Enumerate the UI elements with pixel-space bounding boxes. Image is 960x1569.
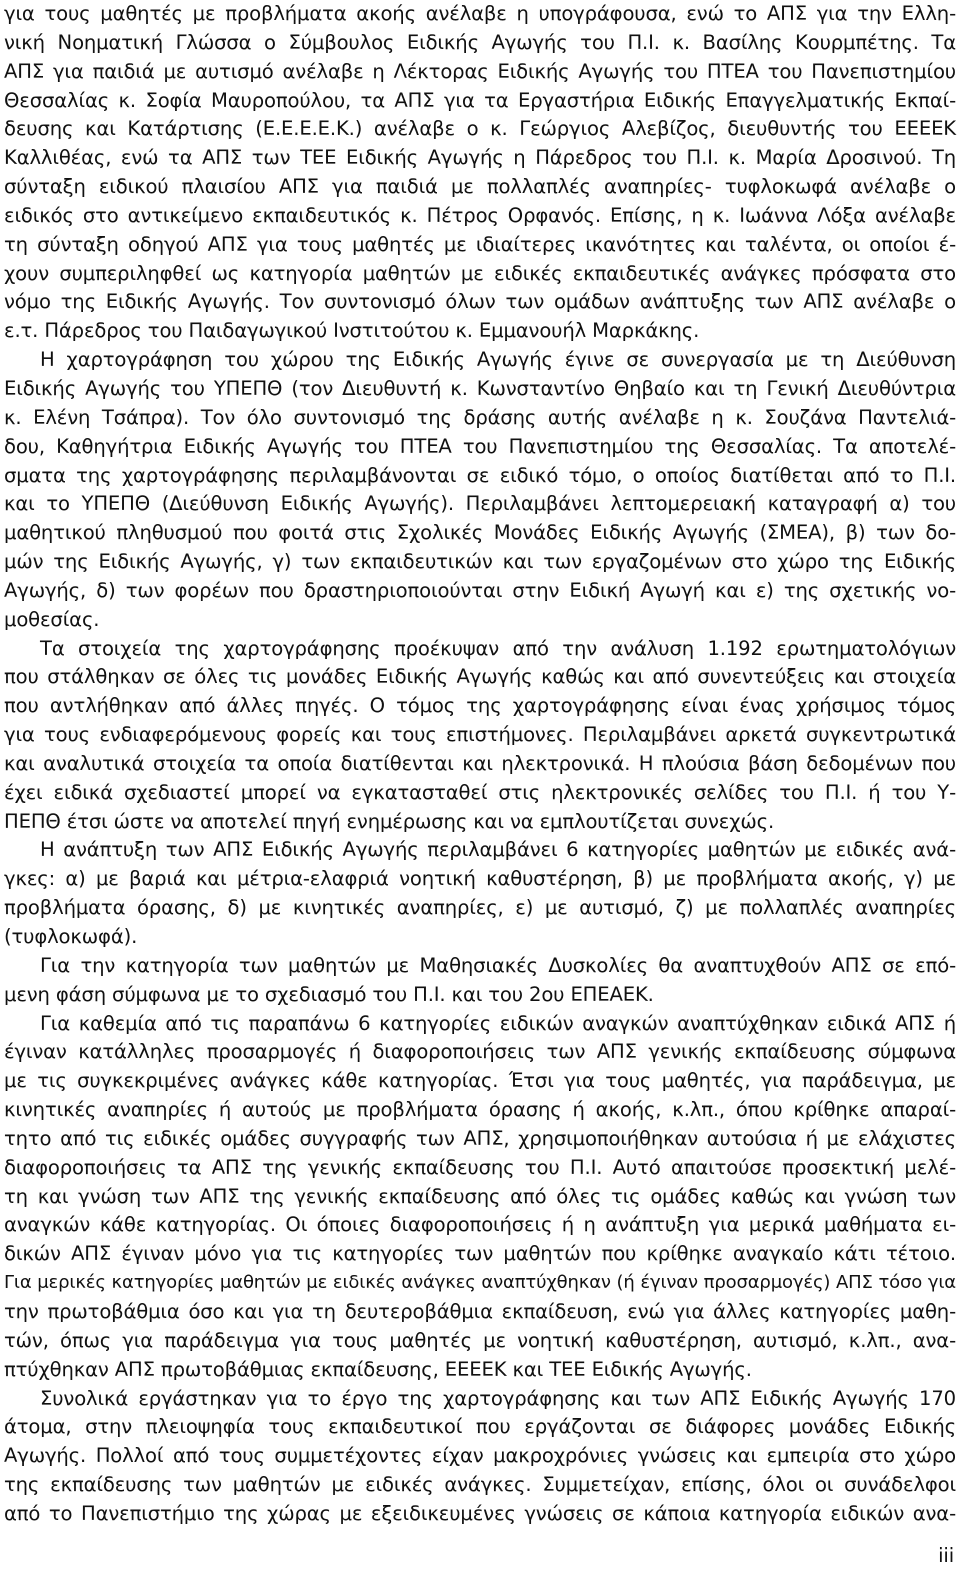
text-line: μών της Ειδικής Αγωγής, γ) των εκπαιδευτικών και των εργαζομένων στο χώρο της Ειδικής (4, 550, 956, 574)
text-line: τητο από τις ειδικές ομάδες συγγραφής των ΑΠΣ, χρησιμοποιήθηκαν αυτούσια ή με ελάχιστες (4, 1126, 956, 1150)
body-text (4, 0, 956, 1529)
text-line: που στάλθηκαν σε όλες τις μονάδες Ειδικής Αγωγής καθώς και από συνεντεύξεις και στοιχεία (4, 665, 956, 689)
text-line: έγιναν κατάλληλες προσαρμογές ή διαφοροποιήσεις των ΑΠΣ γενικής εκπαίδευσης σύμφωνα (4, 1040, 956, 1064)
text-line: νόμο της Ειδικής Αγωγής. Τον συντονισμό όλων των ομάδων ανάπτυξης των ΑΠΣ ανέλαβε ο (4, 290, 956, 314)
text-line: δου, Καθηγήτρια Ειδικής Αγωγής του ΠΤΕΑ του Πανεπιστημίου της Θεσσαλίας. Τα αποτελέ- (4, 434, 956, 458)
text-line: ε.τ. Πάρεδρος του Παιδαγωγικού Ινστιτούτου κ. Εμμανουήλ Μαρκάκης. (4, 319, 700, 343)
text-line: αναγκών κάθε κατηγορίας. Οι όποιες διαφοροποιήσεις ή η ανάπτυξη για μερικά μαθήματα ει- (4, 1213, 956, 1237)
text-line: σματα της χαρτογράφησης περιλαμβάνονται σε ειδικό τόμο, ο οποίος διατίθεται από το Π.Ι. (4, 463, 956, 487)
text-line: Αγωγής. Πολλοί από τους συμμετέχοντες είχαν μακροχρόνιες γνώσεις και εμπειρία στο χώρο (4, 1444, 956, 1468)
text-line: Συνολικά εργάστηκαν για το έργο της χαρτογράφησης και των ΑΠΣ Ειδικής Αγωγής 170 (40, 1386, 956, 1410)
text-line: Καλλιθέας, ενώ τα ΑΠΣ των ΤΕΕ Ειδικής Αγωγής η Πάρεδρος του Π.Ι. κ. Μαρία Δροσινού. Τη (4, 146, 956, 170)
text-line: μενη φάση σύμφωνα με το σχεδιασμό του Π.Ι. και του 2ου ΕΠΕΑΕΚ. (4, 982, 654, 1006)
text-line: Για μερικές κατηγορίες μαθητών με ειδικές ανάγκες αναπτύχθηκαν (ή έγιναν προσαρμογές) ΑΠΣ τόσο για (4, 1272, 956, 1294)
page-number: iii (938, 1544, 954, 1567)
text-line: δευσης και Κατάρτισης (Ε.Ε.Ε.Ε.Κ.) ανέλαβε ο κ. Γεώργιος Αλεβίζος, διευθυντής του ΕΕΕΕΚ (4, 117, 956, 141)
text-line: προβλήματα όρασης, δ) με κινητικές αναπηρίες, ε) με αυτισμό, ζ) με πολλαπλές αναπηρίες (4, 896, 956, 920)
text-line: κινητικές αναπηρίες ή αυτούς με προβλήματα όρασης ή ακοής, κ.λπ., όπου κρίθηκε απαραί- (4, 1098, 956, 1122)
text-line: Τα στοιχεία της χαρτογράφησης προέκυψαν από την ανάλυση 1.192 ερωτηματολόγιων (40, 636, 956, 660)
text-line: που αντλήθηκαν από άλλες πηγές. Ο τόμος της χαρτογράφησης είναι ένας χρήσιμος τόμος (4, 694, 956, 718)
text-line: ΠΕΠΘ έτσι ώστε να αποτελεί πηγή ενημέρωσης και να εμπλουτίζεται συνεχώς. (4, 809, 775, 833)
text-line: Για καθεμία από τις παραπάνω 6 κατηγορίες ειδικών αναγκών αναπτύχθηκαν ειδικά ΑΠΣ ή (40, 1011, 956, 1035)
text-line: από το Πανεπιστήμιο της χώρας με εξειδικευμένες γνώσεις σε κάποια κατηγορία ειδικών ανα- (4, 1501, 956, 1525)
text-line: χουν συμπεριληφθεί ως κατηγορία μαθητών με ειδικές εκπαιδευτικές ανάγκες πρόσφατα στο (4, 261, 956, 285)
text-line: γκες: α) με βαριά και μέτρια-ελαφριά νοητική καθυστέρηση, β) με προβλήματα ακοής, γ) με (4, 867, 956, 891)
text-line: άτομα, στην πλειοψηφία τους εκπαιδευτικοί που εργάζονται σε διάφορες μονάδες Ειδικής (4, 1415, 956, 1439)
text-line: ΑΠΣ για παιδιά με αυτισμό ανέλαβε η Λέκτορας Ειδικής Αγωγής του ΠΤΕΑ του Πανεπιστημίου (4, 59, 956, 83)
text-line: για τους μαθητές με προβλήματα ακοής ανέλαβε η υπογράφουσα, ενώ το ΑΠΣ για την Ελλη- (4, 2, 956, 25)
text-line: σύνταξη ειδικού πλαισίου ΑΠΣ για παιδιά με πολλαπλές αναπηρίες- τυφλοκωφά ανέλαβε ο (4, 175, 956, 199)
text-line: κ. Ελένη Τσάπρα). Τον όλο συντονισμό της δράσης αυτής ανέλαβε η κ. Σουζάνα Παντελιά- (4, 405, 956, 429)
text-line: μοθεσίας. (4, 607, 100, 631)
text-line: Ειδικής Αγωγής του ΥΠΕΠΘ (τον Διευθυντή κ. Κωνσταντίνο Θηβαίο και τη Γενική Διευθύντρια (4, 376, 956, 400)
text-line: και το ΥΠΕΠΘ (Διεύθυνση Ειδικής Αγωγής). Περιλαμβάνει λεπτομερειακή καταγραφή α) του (4, 492, 956, 516)
text-line: την πρωτοβάθμια όσο και για τη δευτεροβάθμια εκπαίδευση, ενώ για άλλες κατηγορίες μαθη- (4, 1299, 956, 1323)
text-line: και αναλυτικά στοιχεία τα οποία διατίθενται και ηλεκτρονικά. Η πλούσια βάση δεδομένων που (4, 751, 956, 775)
text-line: για τους ενδιαφερόμενους φορείς και τους επιστήμονες. Περιλαμβάνει αρκετά συγκεντρωτικά (4, 723, 956, 747)
text-line: διαφοροποιήσεις τα ΑΠΣ της γενικής εκπαίδευσης του Π.Ι. Αυτό απαιτούσε προσεκτική μελέ- (4, 1155, 956, 1179)
text-line: ειδικός στο αντικείμενο εκπαιδευτικός κ. Πέτρος Ορφανός. Επίσης, η κ. Ιωάννα Λόξα ανέλαβε (4, 203, 956, 227)
text-line: πτύχθηκαν ΑΠΣ πρωτοβάθμιας εκπαίδευσης, ΕΕΕΕΚ και ΤΕΕ Ειδικής Αγωγής. (4, 1357, 752, 1381)
text-line: της εκπαίδευσης των μαθητών με ειδικές ανάγκες. Συμμετείχαν, επίσης, όλοι οι συνάδελφοι (4, 1473, 956, 1497)
text-line: Αγωγής, δ) των φορέων που δραστηριοποιούνται στην Ειδική Αγωγή και ε) της σχετικής νο- (4, 578, 956, 602)
text-line: νική Νοηματική Γλώσσα ο Σύμβουλος Ειδικής Αγωγής του Π.Ι. κ. Βασίλης Κουρμπέτης. Τα (4, 30, 956, 54)
text-line: τών, όπως για παράδειγμα για τους μαθητές με νοητική καθυστέρηση, αυτισμό, κ.λπ., ανα- (4, 1328, 956, 1352)
text-line: Θεσσαλίας κ. Σοφία Μαυροπούλου, τα ΑΠΣ για τα Εργαστήρια Ειδικής Επαγγελματικής Εκπαί- (4, 88, 956, 112)
text-line: δικών ΑΠΣ έγιναν μόνο για τις κατηγορίες των μαθητών που κρίθηκε αναγκαίο κάτι τέτοιο. (4, 1242, 956, 1266)
text-line: Για την κατηγορία των μαθητών με Μαθησιακές Δυσκολίες θα αναπτυχθούν ΑΠΣ σε επό- (40, 953, 956, 977)
text-line: με τις συγκεκριμένες ανάγκες κάθε κατηγορίας. Έτσι για τους μαθητές, για παράδειγμα, με (4, 1069, 956, 1093)
text-line: (τυφλοκωφά). (4, 925, 138, 948)
text-line: έχει ειδικά σχεδιαστεί μπορεί να εγκατασταθεί στις ηλεκτρονικές σελίδες του Π.Ι. ή του Υ- (4, 780, 956, 804)
text-line: Η χαρτογράφηση του χώρου της Ειδικής Αγωγής έγινε σε συνεργασία με τη Διεύθυνση (40, 348, 956, 372)
text-line: μαθητικού πληθυσμού που φοιτά στις Σχολικές Μονάδες Ειδικής Αγωγής (ΣΜΕΑ), β) των δο- (4, 521, 956, 545)
text-line: τη σύνταξη οδηγού ΑΠΣ για τους μαθητές με ιδιαίτερες ικανότητες και ταλέντα, οι οποίοι έ- (4, 232, 956, 256)
text-line: τη και γνώση των ΑΠΣ της γενικής εκπαίδευσης από όλες τις ομάδες καθώς και γνώση των (4, 1184, 956, 1208)
text-line: Η ανάπτυξη των ΑΠΣ Ειδικής Αγωγής περιλαμβάνει 6 κατηγορίες μαθητών με ειδικές ανά- (40, 838, 956, 862)
